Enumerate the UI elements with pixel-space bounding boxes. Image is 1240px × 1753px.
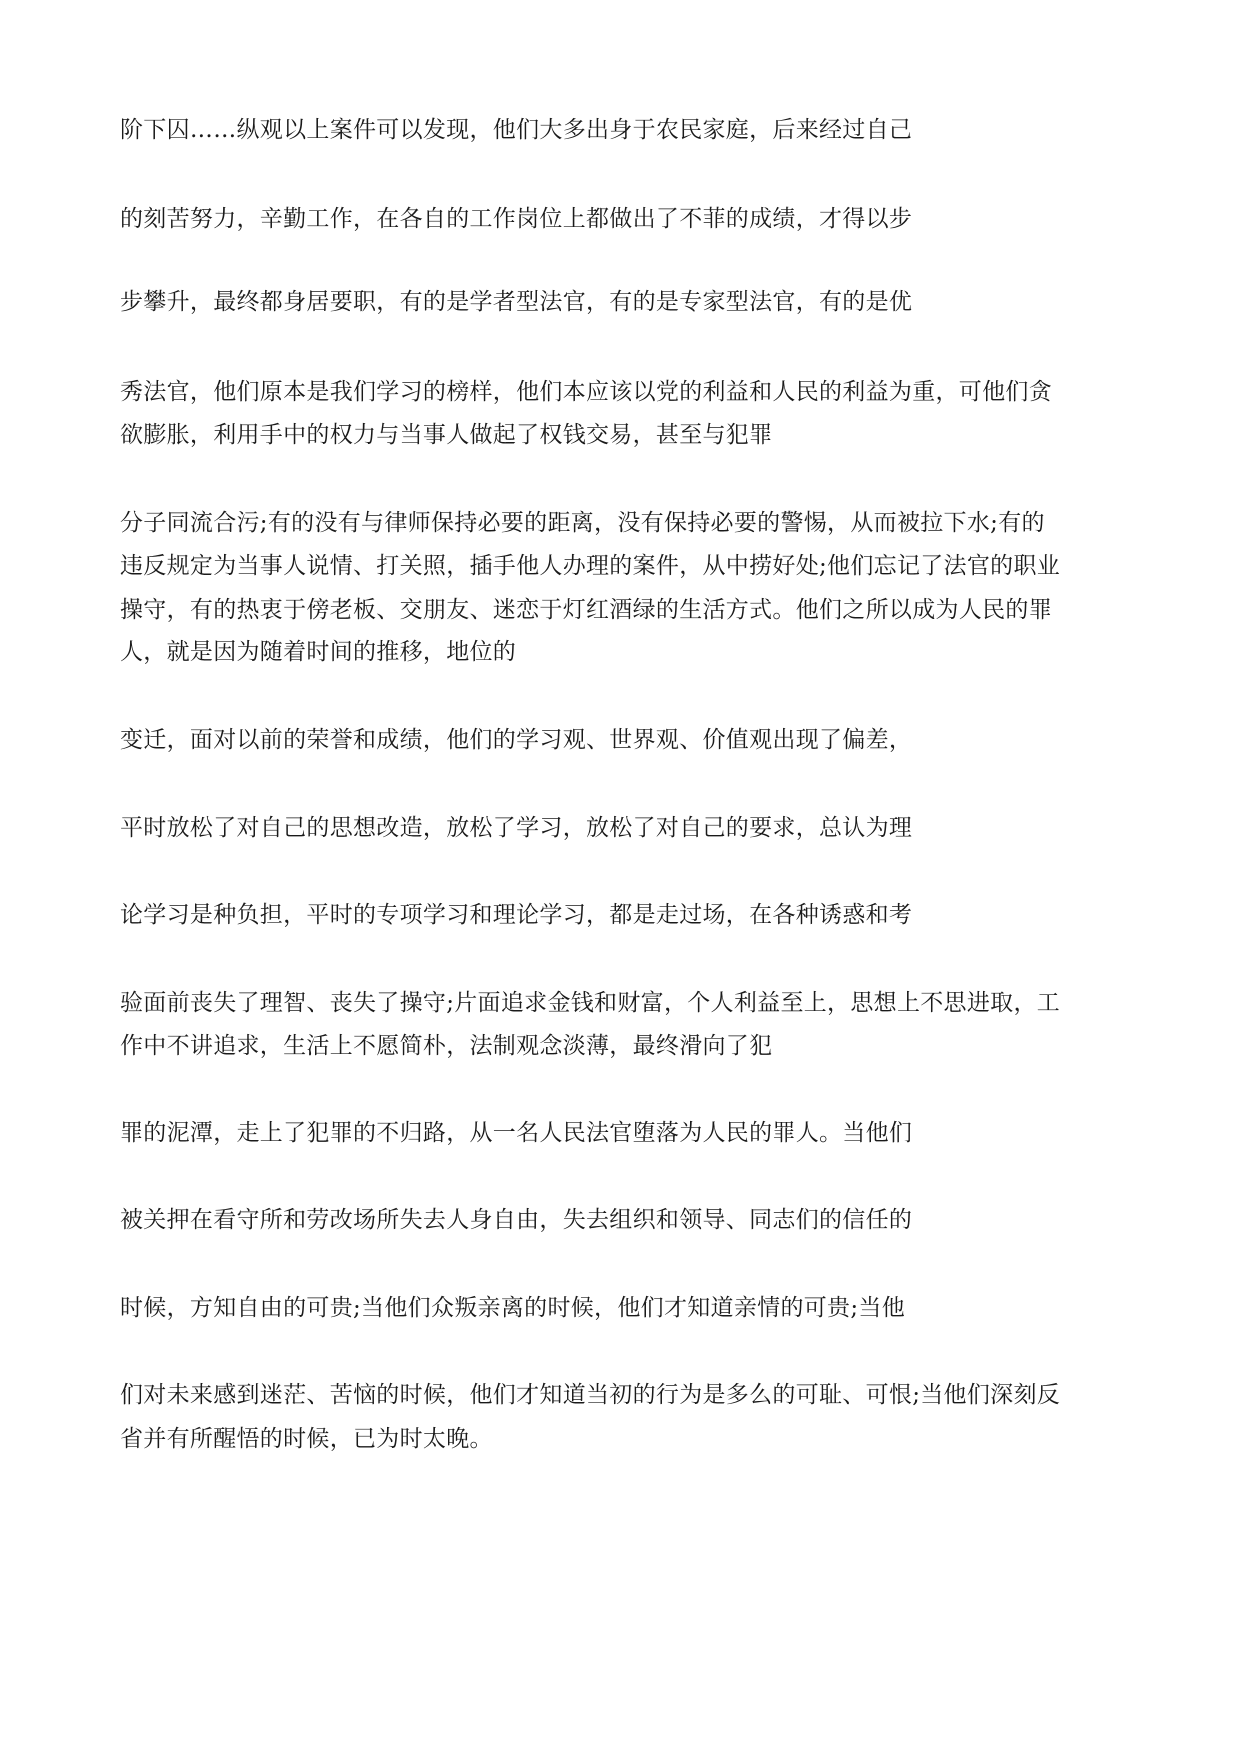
text-line: 分子同流合污;有的没有与律师保持必要的距离，没有保持必要的警惕，从而被拉下水;有的 (120, 510, 1045, 536)
text-line: 违反规定为当事人说情、打关照，插手他人办理的案件，从中捞好处;他们忘记了法官的职业 (120, 553, 1061, 579)
text-line: 操守，有的热衷于傍老板、交朋友、迷恋于灯红酒绿的生活方式。他们之所以成为人民的罪 (120, 597, 1052, 623)
text-line: 人，就是因为随着时间的推移，地位的 (120, 639, 517, 665)
text-line: 步攀升，最终都身居要职，有的是学者型法官，有的是专家型法官，有的是优 (120, 289, 913, 315)
text-line: 们对未来感到迷茫、苦恼的时候，他们才知道当初的行为是多么的可耻、可恨;当他们深刻反 (120, 1382, 1061, 1408)
text-line: 验面前丧失了理智、丧失了操守;片面追求金钱和财富，个人利益至上，思想上不思进取，工 (120, 990, 1061, 1016)
text-line: 变迁，面对以前的荣誉和成绩，他们的学习观、世界观、价值观出现了偏差， (120, 727, 913, 753)
text-line: 省并有所醒悟的时候，已为时太晚。 (120, 1426, 493, 1452)
text-line: 时候，方知自由的可贵;当他们众叛亲离的时候，他们才知道亲情的可贵;当他 (120, 1295, 905, 1321)
text-line: 的刻苦努力，辛勤工作，在各自的工作岗位上都做出了不菲的成绩，才得以步 (120, 206, 913, 232)
text-line: 阶下囚……纵观以上案件可以发现，他们大多出身于农民家庭，后来经过自己 (120, 117, 913, 143)
text-line: 罪的泥潭，走上了犯罪的不归路，从一名人民法官堕落为人民的罪人。当他们 (120, 1120, 913, 1146)
text-line: 欲膨胀，利用手中的权力与当事人做起了权钱交易，甚至与犯罪 (120, 422, 773, 448)
text-line: 平时放松了对自己的思想改造，放松了学习，放松了对自己的要求，总认为理 (120, 815, 913, 841)
text-line: 作中不讲追求，生活上不愿简朴，法制观念淡薄，最终滑向了犯 (120, 1033, 773, 1059)
text-line: 秀法官，他们原本是我们学习的榜样，他们本应该以党的利益和人民的利益为重，可他们贪 (120, 379, 1052, 405)
text-line: 被关押在看守所和劳改场所失去人身自由，失去组织和领导、同志们的信任的 (120, 1207, 913, 1233)
text-line: 论学习是种负担，平时的专项学习和理论学习，都是走过场，在各种诱惑和考 (120, 902, 913, 928)
